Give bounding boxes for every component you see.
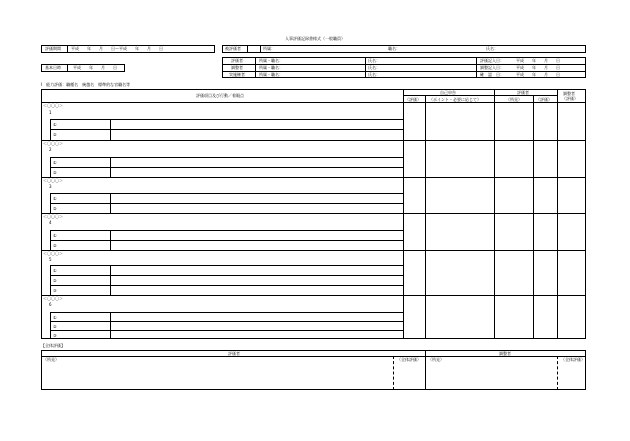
header-evaluator-rating: （評価） [536, 97, 552, 102]
group-row-marker: ① [53, 315, 57, 320]
overall-evaluator-comment: （所見） [43, 357, 59, 362]
evaluation-table [41, 89, 586, 339]
group-number: 5 [49, 257, 52, 262]
header-evaluator: 評価者 [517, 90, 529, 95]
group-row-marker: ① [53, 233, 57, 238]
group-title: ＜〇〇〇＞ [43, 103, 63, 108]
group-row-marker: ③ [53, 333, 57, 338]
header-self-eval-point: （ポイント・必要に応じて） [429, 97, 481, 102]
adjuster-dept[interactable]: 所属・職名： [259, 65, 283, 70]
period-value[interactable]: 平成 年 月 日～平成 年 月 日 [71, 46, 163, 51]
evaluatee-box [222, 45, 586, 53]
header-items: 評価項目及び行動／着眼点 [196, 93, 244, 98]
group-title: ＜〇〇〇＞ [43, 251, 63, 256]
group-row-marker: ② [53, 206, 57, 211]
group-row-marker: ③ [53, 288, 57, 293]
header-adjuster: 調整者 [563, 91, 575, 96]
group-row-marker: ② [53, 278, 57, 283]
authority-name[interactable]: 氏名： [368, 72, 380, 77]
adjuster-role: 調整者 [231, 65, 243, 70]
group-title: ＜〇〇〇＞ [43, 214, 63, 219]
reference-date-value[interactable]: 平成 年 月 日 [73, 65, 117, 70]
overall-adjuster-comment: （所見） [428, 357, 444, 362]
evaluator-role: 評価者 [231, 58, 243, 63]
overall-adjuster: 調整者 [499, 351, 511, 356]
evaluatee-dept[interactable]: 所属： [263, 46, 275, 51]
group-title: ＜〇〇〇＞ [43, 296, 63, 301]
reference-date-label: 基本日時 [45, 65, 61, 70]
evaluatee-title[interactable]: 職名： [388, 46, 400, 51]
header-self-eval-rating: （評価） [405, 97, 421, 102]
group-title: ＜〇〇〇＞ [43, 141, 63, 146]
overall-heading: 【全体評価】 [41, 343, 65, 348]
document-title: 人事評価記録書様式（一般職員） [285, 36, 345, 41]
group-row-marker: ② [53, 324, 57, 329]
evaluator-date[interactable]: 平成 年 月 日 [516, 58, 560, 63]
overall-evaluator: 評価者 [228, 351, 240, 356]
section1-heading: Ⅰ 能力評価：職種名 統越名 標準的な官職名等 [41, 82, 131, 87]
group-number: 2 [49, 147, 52, 152]
evaluatee-name[interactable]: 氏名： [486, 46, 498, 51]
group-row-marker: ① [53, 268, 57, 273]
group-row-marker: ① [53, 160, 57, 165]
group-row-marker: ② [53, 170, 57, 175]
group-number: 4 [49, 220, 52, 225]
evaluatee-label: 被評価者 [225, 46, 241, 51]
group-row-marker: ② [53, 243, 57, 248]
authority-dept[interactable]: 所属・職名： [259, 72, 283, 77]
group-title: ＜〇〇〇＞ [43, 178, 63, 183]
authority-date[interactable]: 平成 年 月 日 [516, 72, 560, 77]
group-row-marker: ① [53, 122, 57, 127]
header-evaluator-comment: （所見） [506, 97, 522, 102]
adjuster-name[interactable]: 氏名： [368, 65, 380, 70]
evaluator-date-label: 評価記入日： [480, 58, 504, 63]
overall-evaluator-rating: （全体評価） [397, 357, 421, 362]
authority-role: 実施権者 [229, 72, 245, 77]
header-self-eval: 自己申告 [440, 90, 456, 95]
header-adjuster-rating: （評価） [562, 96, 578, 101]
authority-date-label: 確 認 日： [480, 72, 504, 77]
overall-adjuster-rating: （全体評価） [561, 357, 585, 362]
group-number: 6 [49, 302, 52, 307]
adjuster-date[interactable]: 平成 年 月 日 [516, 65, 560, 70]
adjuster-date-label: 調整記入日： [480, 65, 504, 70]
evaluator-dept[interactable]: 所属・職名： [259, 58, 283, 63]
evaluator-name[interactable]: 氏名： [368, 58, 380, 63]
group-number: 1 [49, 110, 52, 115]
group-row-marker: ① [53, 196, 57, 201]
group-row-marker: ② [53, 132, 57, 137]
group-number: 3 [49, 184, 52, 189]
period-label: 評価期間 [45, 46, 61, 51]
